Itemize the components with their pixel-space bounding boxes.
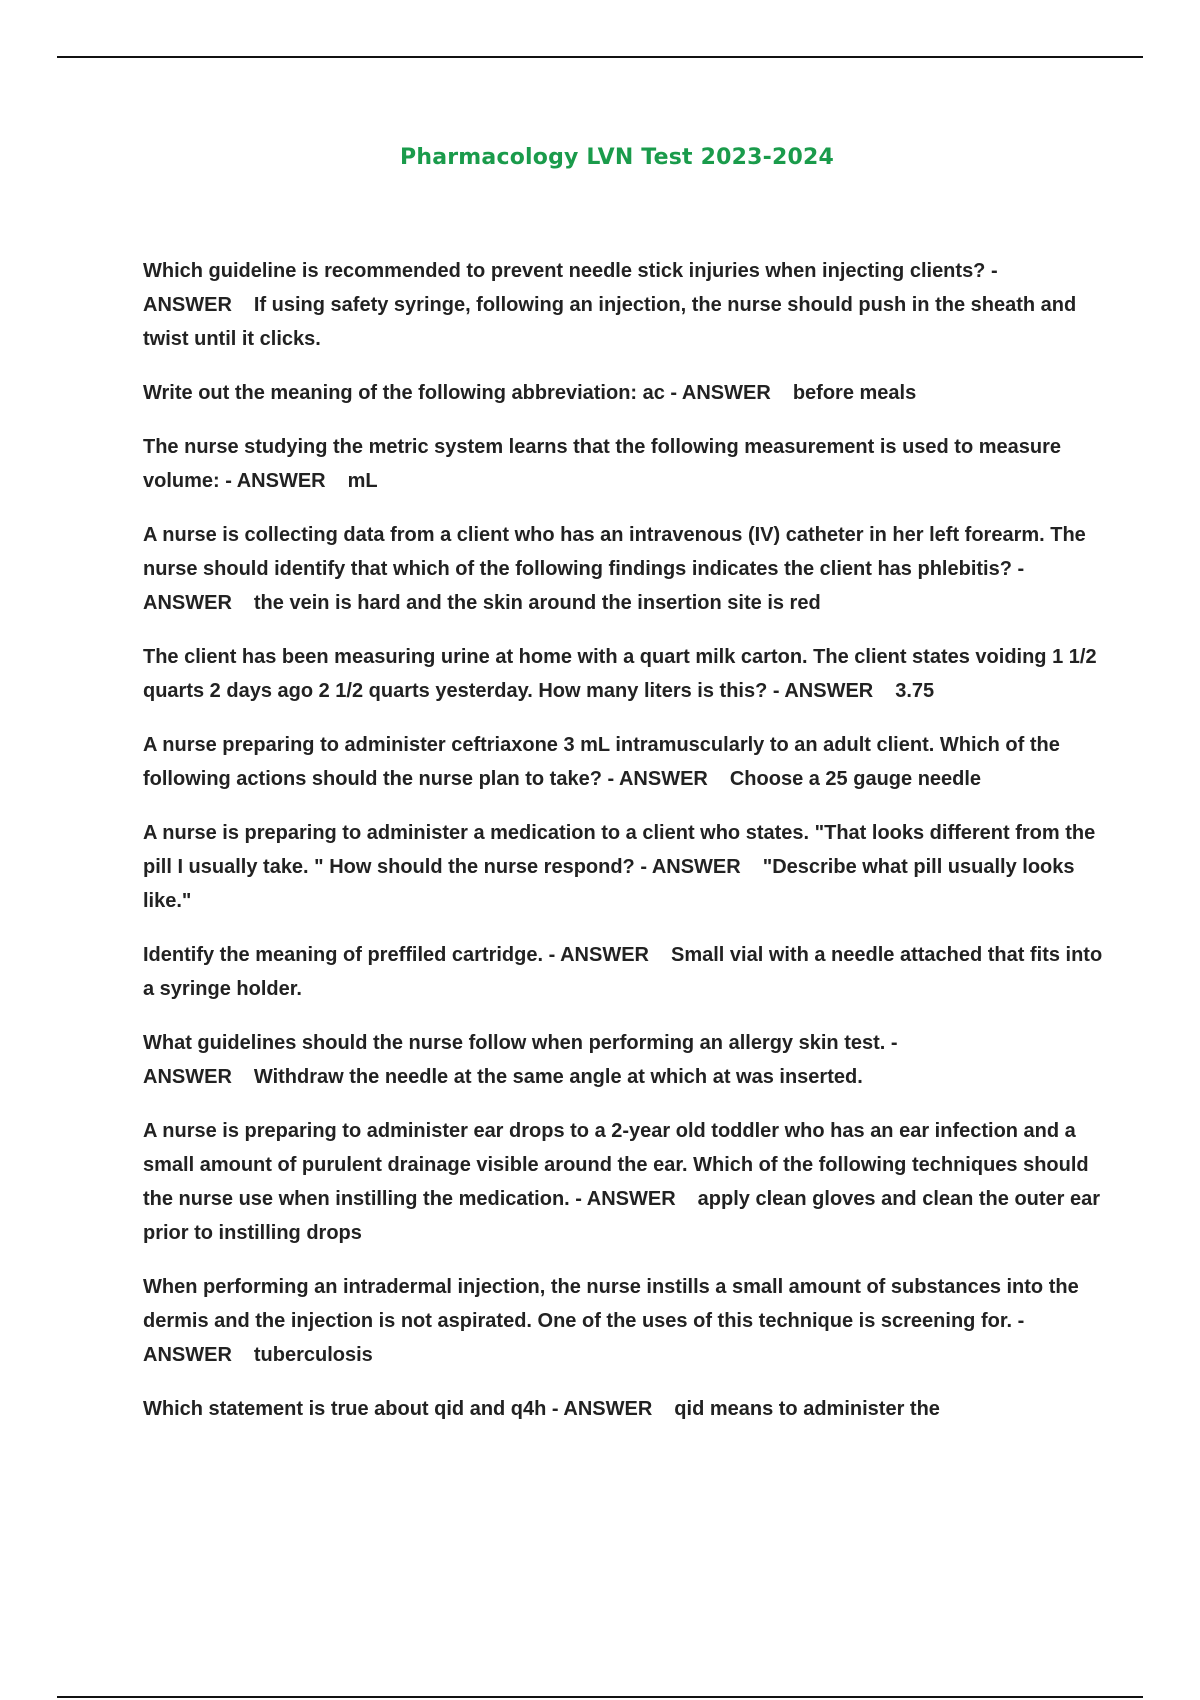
answer-label: ANSWER (618, 768, 708, 790)
answer-text: apply clean gloves and clean the outer ear prior to instilling drops (143, 1188, 1101, 1244)
qa-item-3 (143, 430, 1103, 498)
answer-label: ANSWER (560, 944, 649, 966)
answer-text: If using safety syringe, following an injection, the nurse should push in the sheath and twist until it clicks. (143, 294, 1077, 350)
qa-item-2 (143, 376, 1103, 410)
answer-text: the vein is hard and the skin around the insertion site is red (253, 592, 821, 614)
answer-label: ANSWER (143, 294, 232, 316)
answer-text: before meals (792, 382, 917, 404)
qa-item-10 (143, 1114, 1103, 1250)
answer-label: ANSWER (143, 592, 232, 614)
answer-text: Withdraw the needle at the same angle at which at was inserted. (253, 1066, 863, 1088)
answer-text: Choose a 25 gauge needle (729, 768, 982, 790)
question-text: Write out the meaning of the following abbreviation: ac - (143, 382, 678, 404)
qa-item-12 (143, 1392, 1103, 1426)
question-text: The client has been measuring urine at home with a quart milk carton. The client states voiding 1 1/2 quarts 2 days ago 2 1/2 quarts yesterday. How many liters is this? - (143, 646, 1097, 702)
qa-item-9 (143, 1026, 1103, 1094)
qa-item-8 (143, 938, 1103, 1006)
qa-item-5 (143, 640, 1103, 708)
qa-item-1 (143, 254, 1103, 356)
answer-text: qid means to administer the (674, 1398, 940, 1420)
question-text: Identify the meaning of preffiled cartridge. - (143, 944, 556, 966)
question-text: The nurse studying the metric system learns that the following measurement is used to measure volume: - (143, 436, 1062, 492)
qa-item-7 (143, 816, 1103, 918)
qa-list (143, 254, 1103, 1446)
footer-rule (57, 1696, 1143, 1698)
question-text: A nurse is preparing to administer a medication to a client who states. "That looks different from the pill I usually take. " How should the nurse respond? - (143, 822, 1096, 878)
question-text: A nurse is preparing to administer ear drops to a 2-year old toddler who has an ear infection and a small amount of purulent drainage visible around the ear. Which of the following techniques should the nurse use when instilling the medication. - (143, 1120, 1089, 1210)
answer-label: ANSWER (784, 680, 874, 702)
question-text: What guidelines should the nurse follow when performing an allergy skin test. - (143, 1032, 898, 1054)
answer-label: ANSWER (236, 470, 326, 492)
answer-label: ANSWER (586, 1188, 676, 1210)
answer-label: ANSWER (143, 1344, 232, 1366)
answer-label: ANSWER (651, 856, 741, 878)
answer-label: ANSWER (681, 382, 771, 404)
question-text: A nurse is collecting data from a client who has an intravenous (IV) catheter in her left forearm. The nurse should identify that which of the following findings indicates the client has phlebitis? - (143, 524, 1086, 580)
answer-label: ANSWER (143, 1066, 232, 1088)
answer-text: tuberculosis (253, 1344, 373, 1366)
document-title: Pharmacology LVN Test 2023-2024 (400, 145, 834, 170)
question-text: Which guideline is recommended to prevent needle stick injuries when injecting clients? - (143, 260, 998, 282)
question-text: When performing an intradermal injection, the nurse instills a small amount of substances into the dermis and the injection is not aspirated. One of the uses of this technique is screening for. - (143, 1276, 1079, 1332)
qa-item-11 (143, 1270, 1103, 1372)
answer-text: Small vial with a needle attached that fits into a syringe holder. (143, 944, 1103, 1000)
answer-text: "Describe what pill usually looks like." (143, 856, 1075, 912)
header-rule (57, 56, 1143, 58)
answer-text: 3.75 (895, 680, 935, 702)
qa-item-4 (143, 518, 1103, 620)
answer-label: ANSWER (563, 1398, 653, 1420)
question-text: Which statement is true about qid and q4h - (143, 1398, 559, 1420)
qa-item-6 (143, 728, 1103, 796)
answer-text: mL (347, 470, 378, 492)
question-text: A nurse preparing to administer ceftriaxone 3 mL intramuscularly to an adult client. Which of the following actions should the nurse plan to take? - (143, 734, 1060, 790)
